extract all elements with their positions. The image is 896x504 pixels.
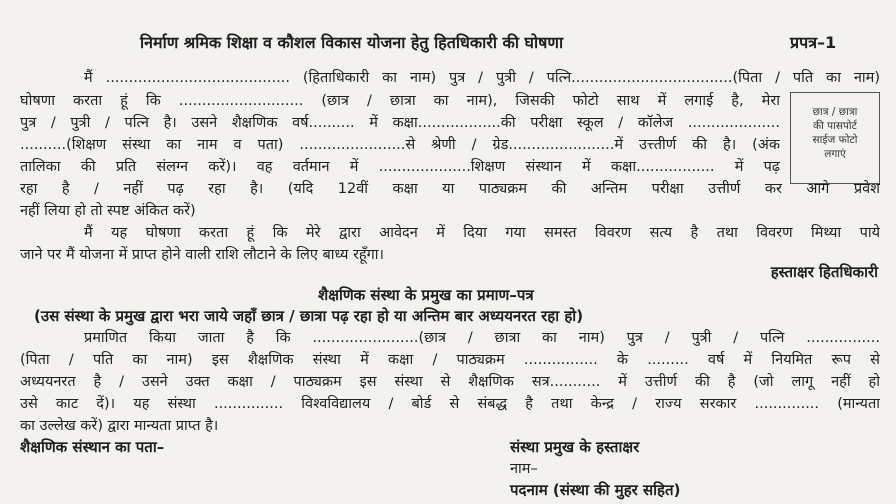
- head-signature-label: संस्था प्रमुख के हस्ताक्षर: [510, 438, 640, 456]
- document-title: निर्माण श्रमिक शिक्षा व कौशल विकास योजना हेतु हितधिकारी की घोषणा: [140, 33, 564, 52]
- certificate-line-3: अध्ययनरत है / उसने उक्त कक्षा / पाठ्यक्रम इस संस्था से शैक्षणिक सत्र........... में उत्तीर्ण की है (जो लागू नहीं हो: [20, 374, 880, 390]
- name-label: नाम–: [510, 461, 538, 477]
- declaration-line-5: तालिका की प्रति संलग्न करें)। वह वर्तमान में ....................शिक्षण संस्थान में कक्षा................. में पढ़: [20, 159, 780, 175]
- form-number: प्रपत्र–1: [790, 33, 837, 52]
- declaration-line-1: मैं ........................................ (हिताधिकारी का नाम) पुत्र / पुत्री / पत्नि...................................(पिता / पति का नाम): [84, 70, 880, 86]
- declaration-line-7: नहीं लिया हो तो स्पष्ट अंकित करें): [20, 203, 196, 219]
- declaration-line-3: पुत्र / पुत्री / पत्नि है। उसने शैक्षणिक वर्ष.......... में कक्षा..................की परीक्षा स्कूल / कॉलेज ....................: [20, 115, 780, 131]
- certificate-line-5: का उल्लेख करें) द्वारा मान्यता प्राप्त है।: [20, 418, 219, 434]
- certificate-line-4: उसे काट दें)। यह संस्था ............... विश्वविद्यालय / बोर्ड से संबद्ध है तथा केन्द्र / राज्य सरकार .............. (मान्यता: [20, 396, 880, 412]
- declaration-line-9: जाने पर मैं योजना में प्राप्त होने वाली राशि लौटाने के लिए बाध्य रहूँगा।: [20, 247, 385, 263]
- certificate-line-1: प्रमाणित किया जाता है कि .......................(छात्र / छात्रा का नाम) पुत्र / पुत्री / पत्नि ................: [84, 330, 880, 346]
- certificate-title: शैक्षणिक संस्था के प्रमुख का प्रमाण–पत्र: [318, 286, 534, 304]
- certificate-subtitle: (उस संस्था के प्रमुख द्वारा भरा जाये जहाँ छात्र / छात्रा पढ़ रहा हो या अन्तिम बार अध्ययनरत रहा हो): [34, 307, 584, 325]
- declaration-line-8: मैं यह घोषणा करता हूं कि मेरे द्वारा आवेदन में दिया गया समस्त विवरण सत्य है तथा विवरण मिथ्या पाये: [84, 225, 880, 241]
- declaration-line-6: रहा है / नहीं पढ़ रहा है। (यदि 12वीं कक्षा या पाठ्यक्रम की अन्तिम परीक्षा उत्तीर्ण कर आगे प्रवेश: [20, 181, 880, 197]
- designation-label: पदनाम (संस्था की मुहर सहित): [510, 481, 681, 499]
- certificate-line-2: (पिता / पति का नाम) इस शैक्षणिक संस्था में कक्षा / पाठ्यक्रम ................ के ......... वर्ष में नियमित रूप से: [20, 352, 880, 368]
- photo-box-label: छात्र / छात्रा की पासपोर्ट साईज फोटो लगाएं: [812, 106, 858, 160]
- declaration-line-4: ..........(शिक्षण संस्था का नाम व पता) .......................से श्रेणी / ग्रेड.......................में उत्त्तीर्ण की है। (अंक: [20, 137, 780, 153]
- beneficiary-signature-label: हस्ताक्षर हितधिकारी: [770, 263, 878, 281]
- institution-address-label: शैक्षणिक संस्थान का पता–: [20, 438, 165, 456]
- declaration-line-2: घोषणा करता हूं कि ........................... (छात्र / छात्रा का नाम), जिसकी फोटो साथ में लगाई है, मेरा: [20, 93, 780, 109]
- passport-photo-box: [790, 92, 880, 184]
